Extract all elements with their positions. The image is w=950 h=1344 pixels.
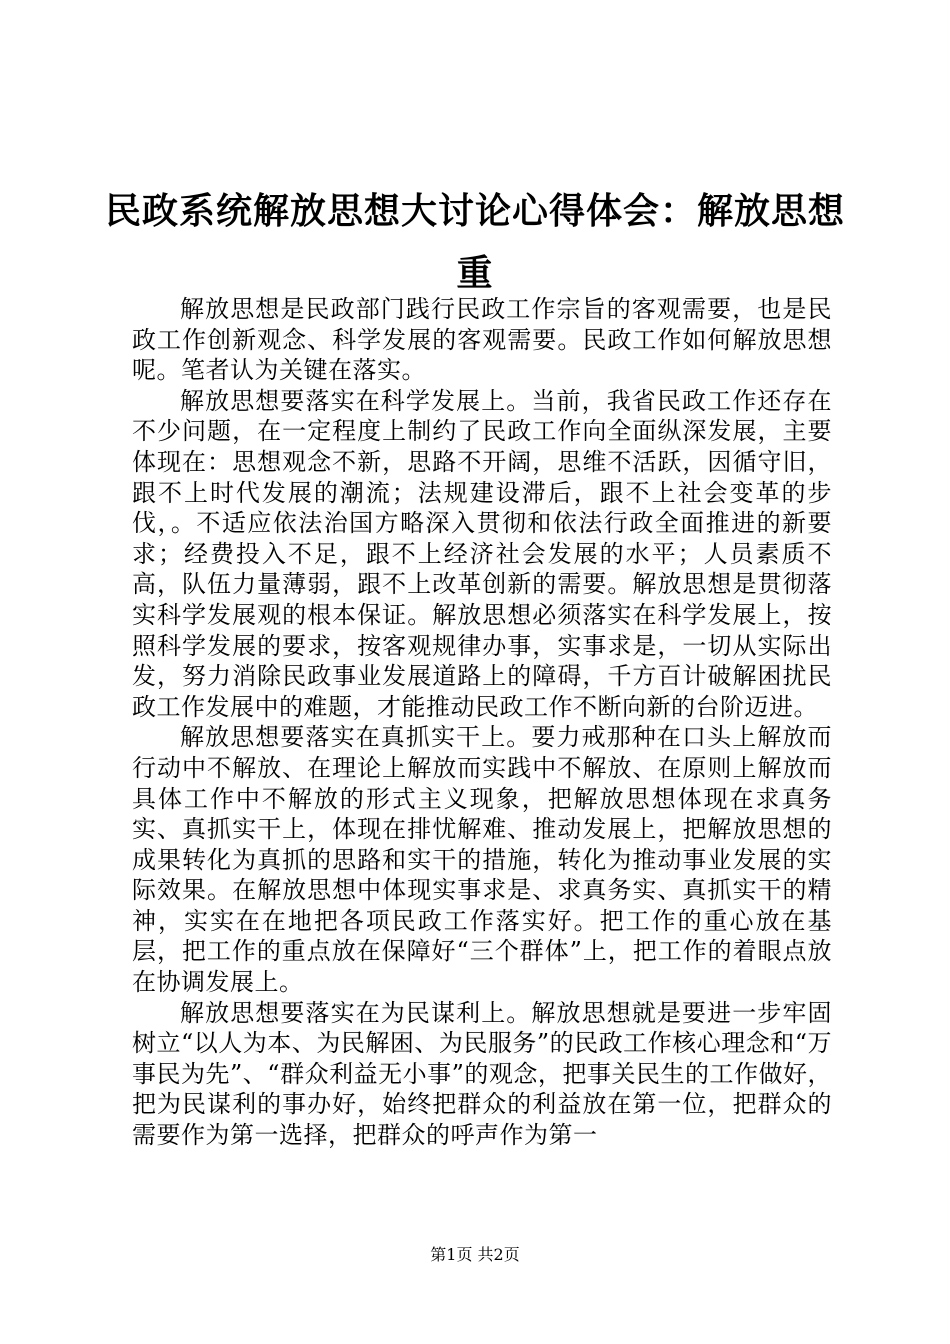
document-title: 民政系统解放思想大讨论心得体会：解放思想重 [104,190,845,294]
paragraph-3: 解放思想要落实在真抓实干上。要力戒那种在口头上解放而行动中不解放、在理论上解放而实践中不解放、在原则上解放而具体工作中不解放的形式主义现象，把解放思想体现在求真务实、真抓实干上，体现在排忧解难、推动发展上，把解放思想的成果转化为真抓的思路和实干的措施，转化为推动事业发展的实际效果。在解放思想中体现实事求是、求真务实、真抓实干的精神，实实在在地把各项民政工作落实好。把工作的重心放在基层，把工作的重点放在保障好“三个群体”上，把工作的着眼点放在协调发展上。 [132,723,832,997]
document-body [132,294,832,1151]
paragraph-1: 解放思想是民政部门践行民政工作宗旨的客观需要，也是民政工作创新观念、科学发展的客观需要。民政工作如何解放思想呢。笔者认为关键在落实。 [132,295,832,385]
page-number-footer: 第1页 共2页 [430,1245,520,1264]
paragraph-2: 解放思想要落实在科学发展上。当前，我省民政工作还存在不少问题，在一定程度上制约了民政工作向全面纵深发展，主要体现在：思想观念不新，思路不开阔，思维不活跃，因循守旧，跟不上时代发展的潮流；法规建设滞后，跟不上社会变革的步伐，。不适应依法治国方略深入贯彻和依法行政全面推进的新要求；经费投入不足，跟不上经济社会发展的水平；人员素质不高，队伍力量薄弱，跟不上改革创新的需要。解放思想是贯彻落实科学发展观的根本保证。解放思想必须落实在科学发展上，按照科学发展的要求，按客观规律办事，实事求是，一切从实际出发，努力消除民政事业发展道路上的障碍，千方百计破解困扰民政工作发展中的难题，才能推动民政工作不断向新的台阶迈进。 [132,386,832,721]
paragraph-4: 解放思想要落实在为民谋利上。解放思想就是要进一步牢固树立“以人为本、为民解困、为民服务”的民政工作核心理念和“万事民为先”、“群众利益无小事”的观念，把事关民生的工作做好，把为民谋利的事办好，始终把群众的利益放在第一位，把群众的需要作为第一选择，把群众的呼声作为第一 [132,998,832,1150]
